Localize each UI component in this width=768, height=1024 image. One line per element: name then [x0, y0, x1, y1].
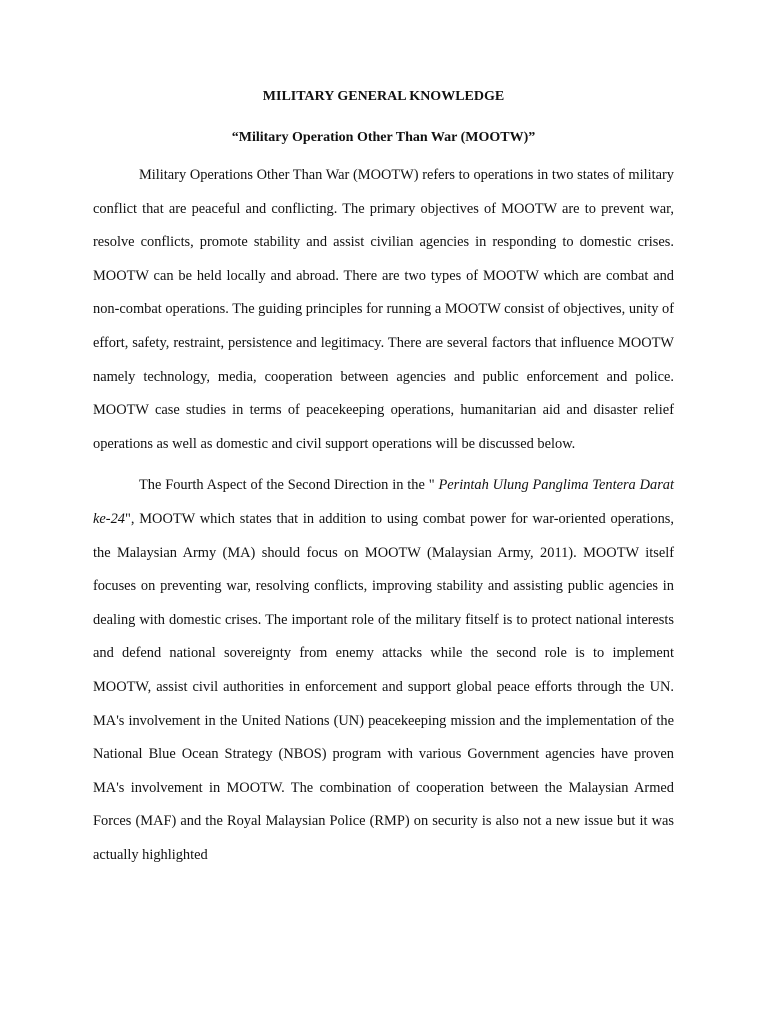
paragraph-2-rest: ", MOOTW which states that in addition to using combat power for war-oriented operations, the Malaysian Army (MA) should focus on MOOTW (Malaysian Army, 2011). MOOTW itself focuses on preventing war, resolving conflicts, improving stability and assisting public agencies in dealing with domestic crises. The important role of the military fitself is to protect national interests and defend national sovereignty from enemy attacks while the second role is to implement MOOTW, assist civil authorities in enforcement and support global peace efforts through the UN. MA's involvement in the United Nations (UN) peacekeeping mission and the implementation of the National Blue Ocean Strategy (NBOS) program with various Government agencies have proven MA's involvement in MOOTW. The combination of cooperation between the Malaysian Armed Forces (MAF) and the Royal Malaysian Police (RMP) on security is also not a new issue but it was actually highlighted [93, 510, 674, 863]
document-title: MILITARY GENERAL KNOWLEDGE [262, 89, 505, 104]
document-page [93, 88, 674, 872]
paragraph-1: Military Operations Other Than War (MOOTW) refers to operations in two states of military conflict that are peaceful and conflicting. The primary objectives of MOOTW are to prevent war, resolve conflicts, promote stability and assist civilian agencies in responding to domestic crises. MOOTW can be held locally and abroad. There are two types of MOOTW which are combat and non-combat operations. The guiding principles for running a MOOTW consist of objectives, unity of effort, safety, restraint, persistence and legitimacy. There are several factors that influence MOOTW namely technology, media, cooperation between agencies and public enforcement and police. MOOTW case studies in terms of peacekeeping operations, humanitarian aid and disaster relief operations as well as domestic and civil support operations will be discussed below. [93, 167, 674, 452]
paragraph-2 [93, 469, 674, 872]
document-subtitle: “Military Operation Other Than War (MOOTW)” [231, 130, 536, 145]
paragraph-2-italic-title: Perintah Ulung Panglima Tentera Darat ke-24 [93, 477, 674, 527]
paragraph-2-lead: The Fourth Aspect of the Second Direction in the " [139, 477, 439, 494]
